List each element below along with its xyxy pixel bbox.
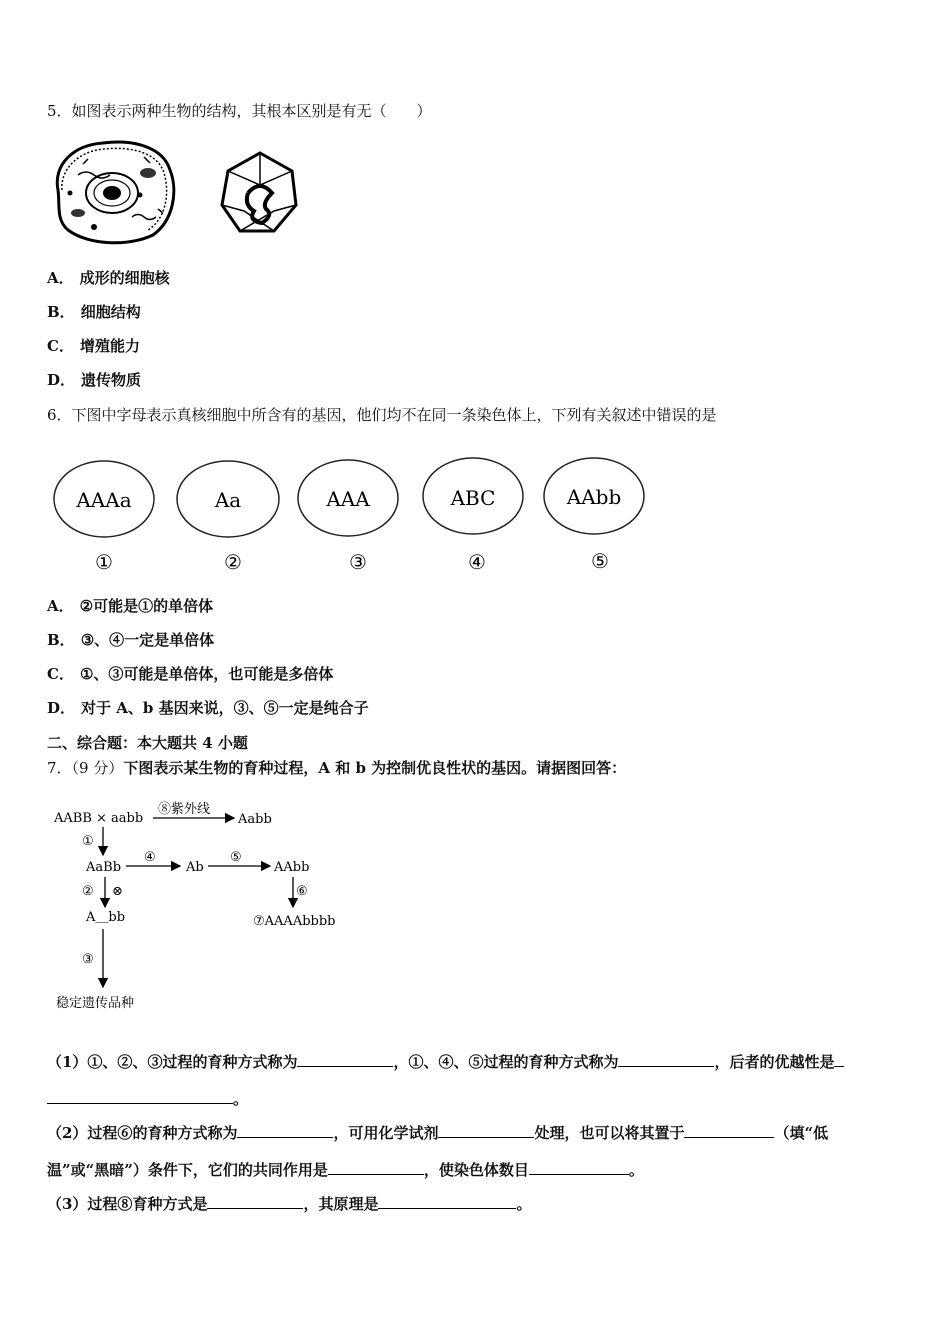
sub3-part-a: （3）过程⑧育种方式是 bbox=[47, 1195, 208, 1213]
sub2-part-c: 处理，也可以将其置于 bbox=[534, 1124, 685, 1142]
q7-sub2 bbox=[47, 1123, 828, 1143]
option-letter: A． bbox=[47, 597, 74, 615]
step-2: ② bbox=[82, 884, 94, 899]
option-text: ①、③可能是单倍体，也可能是多倍体 bbox=[79, 665, 334, 683]
sub1-part-b: ，①、④、⑤过程的育种方式称为 bbox=[393, 1053, 619, 1071]
answer-blank-10[interactable] bbox=[378, 1194, 516, 1209]
q7-number: 7． bbox=[47, 759, 72, 777]
answer-blank-4[interactable] bbox=[237, 1123, 333, 1138]
cell-label: ④ bbox=[468, 550, 486, 574]
sub1-end: 。 bbox=[233, 1090, 249, 1108]
option-text: ②可能是①的单倍体 bbox=[79, 597, 214, 615]
q6-option-d[interactable] bbox=[47, 698, 369, 718]
sub2-part-b: ，可用化学试剂 bbox=[333, 1124, 439, 1142]
haploid-label: Ab bbox=[186, 860, 204, 875]
option-letter: B． bbox=[47, 631, 75, 649]
sub1-part-c: ，后者的优越性是 bbox=[714, 1053, 835, 1071]
q6-figure bbox=[50, 452, 660, 582]
animal-cell-icon bbox=[57, 142, 174, 243]
stable-variety-label: 稳定遗传品种 bbox=[56, 996, 135, 1011]
sub2-part-e: 温”或“黑暗”）条件下，它们的共同作用是 bbox=[47, 1161, 328, 1179]
sub2-part-f: ，使染色体数目 bbox=[423, 1161, 529, 1179]
answer-blank-9[interactable] bbox=[207, 1194, 303, 1209]
cell-label: ② bbox=[224, 550, 242, 574]
sub2-part-d: （填“低 bbox=[774, 1124, 829, 1142]
selfing-symbol: ⊗ bbox=[112, 884, 123, 899]
abb-label: A＿bb bbox=[86, 910, 126, 925]
cell-label: ⑤ bbox=[591, 549, 609, 573]
option-text: 遗传物质 bbox=[81, 371, 142, 389]
answer-blank-2[interactable] bbox=[618, 1052, 714, 1067]
section-heading: 二、综合题：本大题共 4 小题 bbox=[47, 734, 248, 752]
option-letter: A． bbox=[47, 269, 74, 287]
q6-option-b[interactable] bbox=[47, 630, 214, 650]
cell-1 bbox=[54, 461, 154, 574]
option-letter: B． bbox=[47, 303, 75, 321]
answer-blank-6[interactable] bbox=[684, 1123, 774, 1138]
cross-label: AABB × aabb bbox=[54, 811, 144, 826]
q5-option-d[interactable] bbox=[47, 370, 141, 390]
aabb-label: AAbb bbox=[274, 860, 310, 875]
option-text: 对于 A、b 基因来说，③、⑤一定是纯合子 bbox=[81, 699, 369, 717]
q5-option-c[interactable] bbox=[47, 336, 140, 356]
q6-option-a[interactable] bbox=[47, 596, 213, 616]
sub2-part-a: （2）过程⑥的育种方式称为 bbox=[47, 1124, 238, 1142]
cell-4 bbox=[423, 458, 523, 574]
q7-stem bbox=[47, 758, 626, 778]
f1-label: AaBb bbox=[86, 860, 122, 875]
cell-genes: ABC bbox=[450, 486, 496, 510]
option-letter: D． bbox=[47, 371, 76, 389]
q7-sub2-cont bbox=[47, 1160, 644, 1180]
q7-score: （9 分） bbox=[71, 759, 124, 777]
q6-stem: 6．下图中字母表示真核细胞中所含有的基因，他们均不在同一条染色体上，下列有关叙述中错误的是 bbox=[47, 406, 717, 424]
option-letter: D． bbox=[47, 699, 76, 717]
q6-option-c[interactable] bbox=[47, 664, 333, 684]
q5-option-a[interactable] bbox=[47, 268, 170, 288]
answer-blank-5[interactable] bbox=[438, 1123, 534, 1138]
answer-blank-8[interactable] bbox=[529, 1160, 629, 1175]
cell-genes: AAA bbox=[326, 487, 370, 511]
option-text: 增殖能力 bbox=[79, 337, 140, 355]
answer-blank-1[interactable] bbox=[297, 1052, 393, 1067]
q5-option-b[interactable] bbox=[47, 302, 141, 322]
virus-icon bbox=[222, 153, 296, 231]
step-1: ① bbox=[82, 834, 94, 849]
option-letter: C． bbox=[47, 665, 74, 683]
breeding-diagram bbox=[48, 795, 348, 1020]
sub3-end: 。 bbox=[516, 1195, 532, 1213]
answer-blank-7[interactable] bbox=[328, 1160, 424, 1175]
sub3-part-b: ，其原理是 bbox=[303, 1195, 379, 1213]
q7-sub1 bbox=[47, 1052, 844, 1072]
step-3: ③ bbox=[82, 952, 94, 967]
step-5: ⑤ bbox=[230, 850, 242, 865]
cell-genes: AAbb bbox=[566, 485, 622, 509]
tetraploid-label: ⑦AAAAbbbb bbox=[253, 914, 336, 929]
q5-figure bbox=[48, 135, 308, 247]
option-text: 细胞结构 bbox=[80, 303, 141, 321]
uv-result: Aabb bbox=[238, 812, 272, 827]
option-letter: C． bbox=[47, 337, 74, 355]
cell-3 bbox=[298, 460, 398, 574]
cell-label: ③ bbox=[349, 550, 367, 574]
cell-genes: AAAa bbox=[76, 488, 132, 512]
answer-blank-3b[interactable] bbox=[47, 1089, 233, 1104]
answer-blank-3a[interactable] bbox=[834, 1052, 844, 1067]
sub1-part-a: （1）①、②、③过程的育种方式称为 bbox=[47, 1053, 298, 1071]
uv-label: ⑧紫外线 bbox=[158, 802, 211, 817]
step-4: ④ bbox=[144, 850, 156, 865]
q7-text: 下图表示某生物的育种过程，A 和 b 为控制优良性状的基因。请据图回答： bbox=[123, 759, 627, 777]
q5-stem: 5．如图表示两种生物的结构，其根本区别是有无（ ） bbox=[47, 102, 432, 120]
q7-sub3 bbox=[47, 1194, 531, 1214]
cell-label: ① bbox=[95, 550, 113, 574]
cell-5 bbox=[544, 458, 644, 573]
sub2-end: 。 bbox=[628, 1161, 644, 1179]
cell-2 bbox=[177, 461, 279, 574]
cell-genes: Aa bbox=[214, 488, 242, 512]
option-text: 成形的细胞核 bbox=[79, 269, 170, 287]
q7-sub1-cont bbox=[47, 1089, 248, 1109]
option-text: ③、④一定是单倍体 bbox=[80, 631, 215, 649]
step-6: ⑥ bbox=[296, 884, 308, 899]
